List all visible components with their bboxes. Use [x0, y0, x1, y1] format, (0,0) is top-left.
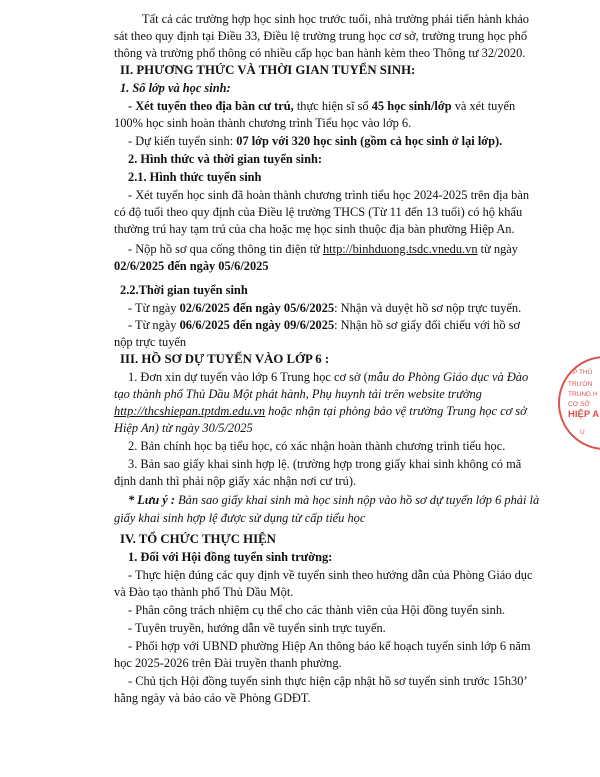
section-2-sub-2: 2. Hình thức và thời gian tuyển sinh:: [128, 152, 323, 166]
bullet-1-tail: và xét tuyển: [451, 99, 516, 113]
dossier-1-line-3-tail: hoặc nhận tại phòng bảo vệ trường Trung học cơ sở: [265, 404, 527, 418]
timeline-2-lead: - Từ ngày: [128, 318, 180, 332]
section-2-heading: II. PHƯƠNG THỨC VÀ THỜI GIAN TUYỂN SINH:: [120, 63, 416, 77]
dossier-item-3-line-2: định danh thì phải nộp giấy xác nhận nơi cư trú).: [114, 474, 357, 488]
timeline-item-2-line-2: nộp trực tuyến: [114, 335, 187, 349]
task-1-line-2: và Đào tạo thành phố Thủ Dầu Một.: [114, 585, 294, 599]
dossier-item-1-line-2: tạo thành phố Thủ Dầu Một phát hành, Phụ huynh tải trên website trường: [114, 387, 482, 401]
submission-tail: từ ngày: [477, 242, 518, 256]
seal-text-1: T.P THỦ: [568, 369, 593, 376]
submission-line-1: [128, 242, 518, 258]
timeline-1-lead: - Từ ngày: [128, 301, 180, 315]
seal-text-5: HIỆP A: [568, 409, 600, 420]
intro-line-2: sát theo quy định tại Điều 33, Điều lệ trường trung học cơ sở, trường trung học phổ: [114, 29, 528, 43]
form-paragraph-line-3: thường trú hay tạm trú của cha hoặc mẹ học sinh thuộc địa bàn phường Hiệp An.: [114, 222, 515, 236]
intro-line-3: thông và trường phổ thông có nhiều cấp học ban hành kèm theo Thông tư 32/2020.: [114, 46, 526, 60]
timeline-item-1: [128, 301, 521, 317]
section-3-heading: III. HỒ SƠ DỰ TUYỂN VÀO LỚP 6 :: [120, 352, 330, 366]
timeline-2-desc: : Nhận hồ sơ giấy đối chiếu với hồ sơ: [334, 318, 521, 332]
note-label: * Lưu ý :: [128, 493, 175, 507]
dossier-1-lead: 1. Đơn xin dự tuyển vào lớp 6 Trung học cơ sở (: [128, 370, 368, 384]
seal-text-4: CƠ SỞ: [568, 401, 590, 408]
school-website-link[interactable]: http://thcshiepan.tptdm.edu.vn: [114, 404, 266, 418]
bullet-2-quota: 07 lớp với 320 học sinh (gồm cả học sinh ở lại lớp).: [236, 134, 503, 148]
section-2-sub-1: 1. Số lớp và học sinh:: [120, 81, 231, 95]
dossier-item-2: 2. Bản chính học bạ tiểu học, có xác nhận hoàn thành chương trình tiểu học.: [128, 439, 506, 453]
note-line-1: [128, 493, 539, 509]
dossier-item-3: 3. Bản sao giấy khai sinh hợp lệ. (trường hợp trong giấy khai sinh không có mã: [128, 457, 522, 471]
submission-dates: 02/6/2025 đến ngày 05/6/2025: [114, 259, 269, 273]
timeline-item-2: [128, 318, 520, 334]
form-paragraph-line-1: - Xét tuyển học sinh đã hoàn thành chương trình tiểu học 2024-2025 trên địa bàn: [128, 188, 530, 202]
dossier-item-1-line-3: [114, 404, 527, 420]
section-2-sub-2-2: 2.2.Thời gian tuyển sinh: [120, 283, 248, 297]
section-2-bullet-1-line-2: 100% học sinh hoàn thành chương trình Tiểu học vào lớp 6.: [114, 116, 412, 130]
task-4: - Phối hợp với UBND phường Hiệp An thông báo kế hoạch tuyển sinh lớp 6 năm: [128, 639, 531, 653]
section-4-heading: IV. TỔ CHỨC THỰC HIỆN: [120, 532, 276, 546]
task-5: - Chủ tịch Hội đồng tuyển sinh thực hiện cập nhật hồ sơ tuyển sinh trước 15h30’: [128, 674, 528, 688]
task-5-line-2: hằng ngày và báo cáo về Phòng GDĐT.: [114, 691, 311, 705]
dossier-item-1: [128, 370, 528, 386]
section-2-sub-2-1: 2.1. Hình thức tuyển sinh: [128, 170, 262, 184]
task-2: - Phân công trách nhiệm cụ thể cho các thành viên của Hội đồng tuyển sinh.: [128, 603, 506, 617]
note-text: Bản sao giấy khai sinh mà học sinh nộp vào hồ sơ dự tuyển lớp 6 phải là: [175, 493, 540, 507]
bullet-1-class-size: 45 học sinh/lớp: [371, 99, 452, 113]
seal-text-6: U: [580, 429, 585, 436]
note-line-2: giấy khai sinh hợp lệ được sử dụng từ cấp tiểu học: [114, 511, 366, 525]
dossier-1-italic: mẫu do Phòng Giáo dục và Đào: [367, 370, 529, 384]
section-2-bullet-1: [128, 99, 515, 115]
bullet-1-lead: - Xét tuyển theo địa bàn cư trú,: [128, 99, 294, 113]
bullet-2-lead: - Dự kiến tuyển sinh:: [128, 134, 237, 148]
timeline-2-dates: 06/6/2025 đến ngày 09/6/2025: [179, 318, 335, 332]
timeline-1-desc: : Nhận và duyệt hồ sơ nộp trực tuyến.: [334, 301, 522, 315]
school-seal-stamp: [558, 356, 600, 450]
task-1: - Thực hiện đúng các quy định về tuyển sinh theo hướng dẫn của Phòng Giáo dục: [128, 568, 533, 582]
submission-lead: - Nộp hồ sơ qua cổng thông tin điện tử: [128, 242, 323, 256]
timeline-1-dates: 02/6/2025 đến ngày 05/6/2025: [179, 301, 335, 315]
section-2-bullet-2: [128, 134, 502, 150]
portal-link[interactable]: http://binhduong.tsdc.vnedu.vn: [322, 242, 478, 256]
task-3: - Tuyên truyền, hướng dẫn về tuyển sinh trực tuyến.: [128, 621, 386, 635]
seal-text-3: TRUNG H: [568, 391, 598, 398]
intro-line-1: Tất cả các trường hợp học sinh học trước tuổi, nhà trường phải tiến hành khảo: [142, 12, 529, 26]
bullet-1-mid: thực hiện sĩ số: [293, 99, 372, 113]
task-4-line-2: học 2025-2026 trên Đài truyền thanh phường.: [114, 656, 342, 670]
dossier-item-1-line-4: Hiệp An) từ ngày 30/5/2025: [114, 421, 253, 435]
section-4-sub-1: 1. Đối với Hội đồng tuyển sinh trường:: [128, 550, 333, 564]
seal-text-2: TRƯỜN: [568, 381, 593, 388]
form-paragraph-line-2: có độ tuổi theo quy định của Điều lệ trường THCS (Từ 11 đến 13 tuổi) có hộ khẩu: [114, 205, 523, 219]
